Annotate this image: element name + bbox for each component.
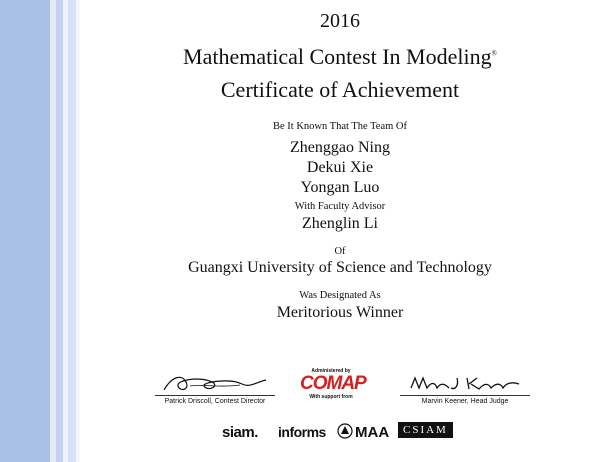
certificate-subtitle: Certificate of Achievement bbox=[220, 77, 460, 102]
informs-logo: informs bbox=[278, 424, 326, 440]
signature-scribble-icon bbox=[160, 372, 270, 394]
sponsor-logos bbox=[0, 420, 600, 446]
csiam-logo: CSIAM bbox=[398, 422, 453, 438]
comap-logo: COMAP bbox=[300, 373, 366, 394]
award-title: Meritorious Winner bbox=[276, 304, 404, 321]
siam-logo: siam. bbox=[222, 424, 258, 441]
signature-caption: Patrick Driscoll, Contest Director bbox=[164, 398, 266, 405]
signature-director bbox=[155, 372, 275, 405]
maa-seal-icon bbox=[337, 423, 353, 439]
signature-line bbox=[155, 395, 275, 396]
left-band-stripe bbox=[56, 0, 63, 462]
signature-scribble-icon bbox=[405, 372, 525, 394]
university-name: Guangxi University of Science and Technology bbox=[188, 259, 492, 276]
maa-logo: MAA bbox=[355, 424, 390, 441]
registered-mark: ® bbox=[491, 49, 497, 58]
signature-caption: Marvin Keener, Head Judge bbox=[421, 398, 509, 405]
of-label: Of bbox=[334, 246, 346, 257]
left-band bbox=[0, 0, 50, 462]
signature-judge bbox=[400, 372, 530, 405]
team-member: Zhenggao Ning bbox=[290, 139, 390, 156]
support-label: With support from bbox=[309, 394, 353, 400]
intro-text: Be It Known That The Team Of bbox=[273, 121, 407, 132]
contest-title: Mathematical Contest In Modeling® bbox=[183, 44, 497, 69]
advisor-label: With Faculty Advisor bbox=[294, 201, 386, 212]
advisor-name: Zhenglin Li bbox=[302, 215, 378, 232]
designated-label: Was Designated As bbox=[299, 290, 381, 301]
team-member: Dekui Xie bbox=[306, 159, 374, 176]
administered-label: Administered by bbox=[311, 368, 351, 374]
comap-block bbox=[300, 368, 366, 400]
team-member: Yongan Luo bbox=[300, 179, 380, 196]
left-band-stripe bbox=[68, 0, 76, 462]
signature-line bbox=[400, 395, 530, 396]
contest-year: 2016 bbox=[320, 10, 360, 32]
